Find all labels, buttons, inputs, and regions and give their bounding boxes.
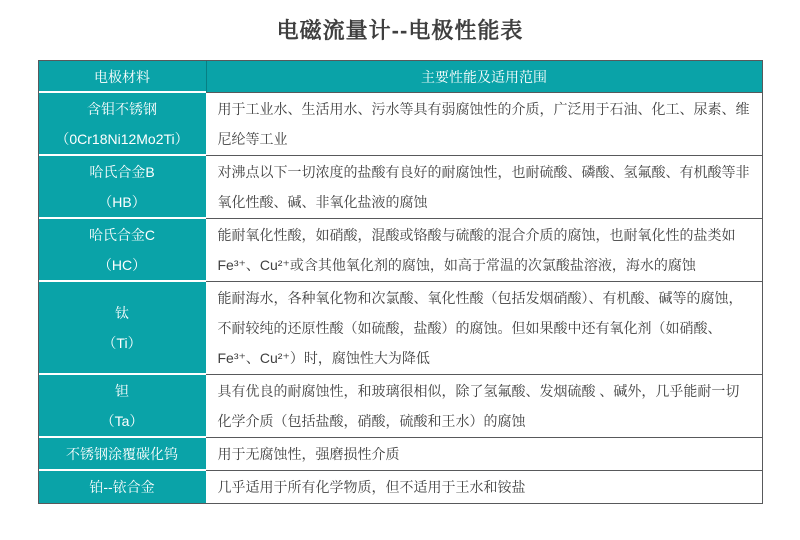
material-name: 含钼不锈钢 — [87, 100, 157, 117]
material-name: 钛 — [115, 304, 129, 321]
material-cell — [39, 471, 206, 503]
performance-cell: 几乎适用于所有化学物质，但不适用于王水和铵盐 — [206, 471, 762, 503]
performance-cell: 能耐海水，各种氧化物和次氯酸、氧化性酸（包括发烟硝酸）、有机酸、碱等的腐蚀，不耐较纯的还原性酸（如硫酸，盐酸）的腐蚀。但如果酸中还有氧化剂（如硝酸、Fe³⁺、Cu²⁺）时，腐蚀性大为降低 — [206, 282, 762, 375]
table-row — [39, 282, 762, 375]
material-cell — [39, 93, 206, 156]
material-cell — [39, 282, 206, 375]
electrode-performance-table — [38, 60, 763, 504]
material-formula: （Ta） — [100, 412, 144, 429]
material-formula: （Ti） — [102, 334, 142, 351]
table-header-row — [39, 61, 762, 93]
material-name: 钽 — [115, 382, 129, 399]
table-row — [39, 438, 762, 471]
material-name: 哈氏合金B — [89, 163, 155, 180]
material-cell — [39, 156, 206, 219]
performance-cell: 用于工业水、生活用水、污水等具有弱腐蚀性的介质，广泛用于石油、化工、尿素、维尼纶等工业 — [206, 93, 762, 156]
header-material: 电极材料 — [39, 61, 206, 93]
material-name: 哈氏合金C — [88, 226, 156, 243]
table-body — [39, 93, 762, 503]
table-row — [39, 375, 762, 438]
table-row — [39, 471, 762, 503]
material-cell — [39, 438, 206, 471]
material-formula: （0Cr18Ni12Mo2Ti） — [55, 130, 189, 147]
material-formula: （HC） — [97, 256, 147, 273]
material-name: 不锈钢涂覆碳化钨 — [66, 445, 178, 462]
table-row — [39, 156, 762, 219]
material-cell — [39, 375, 206, 438]
material-formula: （HB） — [98, 193, 146, 210]
performance-cell: 用于无腐蚀性，强磨损性介质 — [206, 438, 762, 471]
header-performance: 主要性能及适用范围 — [206, 61, 762, 93]
table-row — [39, 219, 762, 282]
performance-cell: 对沸点以下一切浓度的盐酸有良好的耐腐蚀性，也耐硫酸、磷酸、氢氟酸、有机酸等非氧化性酸、碱、非氧化盐液的腐蚀 — [206, 156, 762, 219]
material-cell — [39, 219, 206, 282]
performance-cell: 具有优良的耐腐蚀性，和玻璃很相似，除了氢氟酸、发烟硫酸 、碱外，几乎能耐一切化学介质（包括盐酸，硝酸，硫酸和王水）的腐蚀 — [206, 375, 762, 438]
page-title: 电磁流量计--电极性能表 — [276, 18, 524, 43]
material-name: 铂--铱合金 — [89, 479, 155, 495]
table-row — [39, 93, 762, 156]
performance-cell: 能耐氧化性酸，如硝酸，混酸或铬酸与硫酸的混合介质的腐蚀，也耐氧化性的盐类如Fe³⁺、Cu²⁺或含其他氧化剂的腐蚀，如高于常温的次氯酸盐溶液，海水的腐蚀 — [206, 219, 762, 282]
